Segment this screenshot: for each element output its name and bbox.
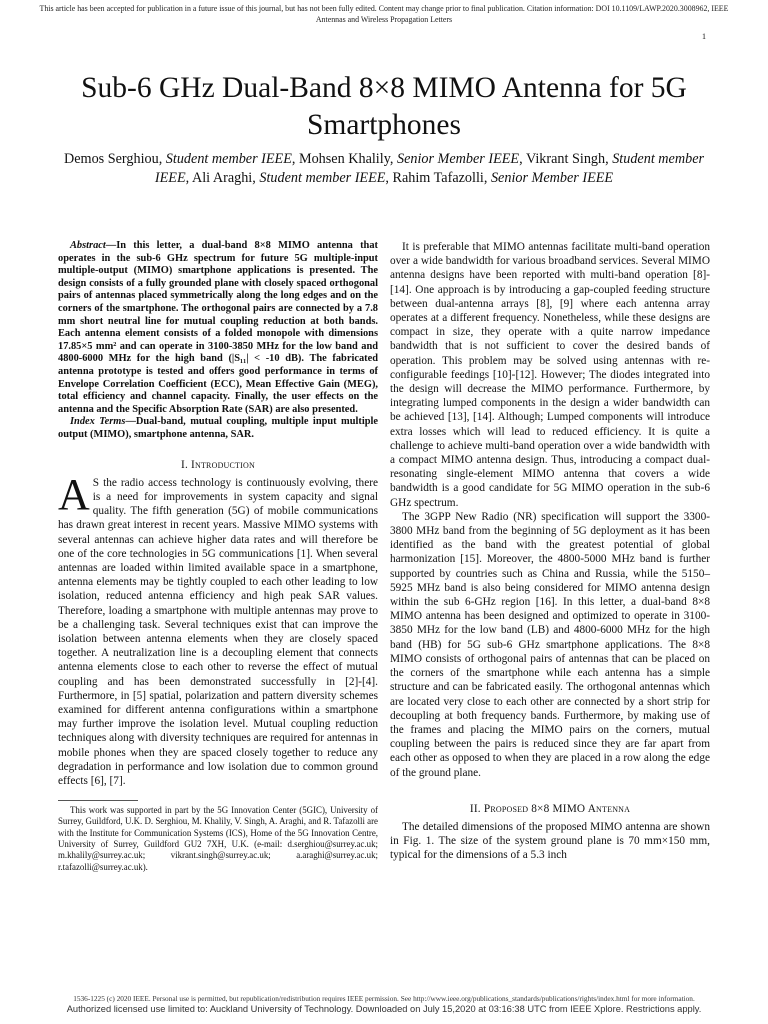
author-affiliation: Student member IEEE — [165, 151, 292, 167]
author-list: Demos Serghiou, Student member IEEE, Mohsen Khalily, Senior Member IEEE, Vikrant Singh, Student member IEEE, Ali Araghi, Student member IEEE, Rahim Tafazolli, Senior Member IEEE — [63, 151, 705, 186]
paper-title: Sub-6 GHz Dual-Band 8×8 MIMO Antenna for 5G Smartphones — [81, 72, 687, 141]
section-heading-proposed-antenna: II. Proposed 8×8 MIMO Antenna — [469, 802, 631, 815]
journal-notice-line1: This article has been accepted for publication in a future issue of this journal, but has not been fully edited. Content may change prior to final publication. Citation information: DOI 10.1109/LAWP.2020.3008962, IEEE — [39, 4, 729, 13]
drop-cap: A — [58, 469, 90, 519]
license-notice: Authorized licensed use limited to: Auckland University of Technology. Downloaded on July 15,2020 at 03:16:38 UTC from IEEE Xplore. Restrictions apply. — [66, 1004, 702, 1014]
intro-text: S the radio access technology is continuously evolving, there is a need for improvements in system capacity and signal quality. The fifth generation (5G) of mobile communications has drawn great interest in recent years. Massive MIMO systems with several antennas can achieve higher data rates and will therefore be one of the core technologies in 5G communications [1]. When several antennas are loaded within limited available space in a smartphone, antenna elements may be tightly coupled to each other leading to low isolation, reduced antenna efficiency and high peak SAR values. Therefore, loading a smartphone with multiple antennas may prove to be a challenging task. Several techniques exist that can improve the isolation between antenna elements when they are closely spaced together. A neutralization line is a decoupling element that connects antenna elements close to each other to reverse the effect of mutual coupling and has been demonstrated successfully in [2]-[4]. Furthermore, in [5] spatial, polarization and pattern diversity schemes examined for different antenna configurations within a smartphone may further improve the isolation level. Mutual coupling reduction techniques along with diversity techniques are required for antennas in mobile phones when they are spaced closely together to reduce any degradation in performance and low isolation due to common ground effects [6], [7]. — [58, 476, 378, 787]
journal-notice-line2: Antennas and Wireless Propagation Letters — [315, 15, 453, 24]
author-affiliation: Student member IEEE — [154, 151, 705, 186]
footnote-divider — [58, 800, 138, 801]
author-name: Ali Araghi — [191, 170, 253, 186]
funding-footnote: This work was supported in part by the 5G Innovation Center (5GIC), University of Surrey, Guildford, U.K. D. Serghiou, M. Khalily, V. Singh, A. Araghi, and R. Tafazolli are with the Institute for Communication Systems (ICS), Home of the 5G Innovation Centre, University of Surrey, Guildford GU2 7XH, U.K. (e-mail: d.serghiou@surrey.ac.uk; m.khalily@surrey.ac.uk; vikrant.singh@surrey.ac.uk; a.araghi@surrey.ac.uk; r.tafazolli@surrey.ac.uk). — [58, 805, 378, 872]
journal-notice — [14, 3, 754, 25]
author-affiliation: Senior Member IEEE — [396, 151, 520, 167]
right-column — [390, 240, 710, 863]
author-name: Rahim Tafazolli — [392, 170, 484, 186]
index-terms — [58, 416, 378, 441]
author-name: Demos Serghiou — [63, 151, 159, 167]
abstract-label: Abstract — [70, 240, 106, 251]
body-paragraph: It is preferable that MIMO antennas facilitate multi-band operation over a wide bandwidth for various broadband services. Several MIMO antenna designs have been reported with multi-band operation [8]-[14]. One approach is by introducing a gap-coupled feeding structure between dual-antenna arrays [8], [9] where each antenna array operates at a different frequency. Nonetheless, while these designs are compact in size, they operate with a quite narrow impedance bandwidth that is not sufficient to cover the desired bands of operation. This problem may be solved using antennas with re-configurable feedings [10]-[12]. However; The diodes integrated into the design will decrease the MIMO performance. Furthermore, by integrating lumped components in the design a wider bandwidth can be achieved [13], [14]. Although; Lumped components will introduce extra losses which will lead to reduced efficiency. It is quite a challenge to achieve multi-band operation over a wide bandwidth with a compact MIMO antenna design. Thus, introducing a compact dual-resonating single-element MIMO antenna that covers a wide bandwidth is a good candidate for 5G MIMO operation in the sub-6 GHz spectrum. — [390, 241, 710, 509]
index-terms-label: Index Terms — [70, 416, 126, 428]
section-heading-introduction: I. Introduction — [181, 458, 255, 471]
author-affiliation: Student member IEEE — [259, 170, 386, 186]
page-number: 1 — [702, 32, 706, 41]
copyright-notice: 1536-1225 (c) 2020 IEEE. Personal use is permitted, but republication/redistribution requires IEEE permission. See http://www.ieee.org/publications_standards/publications/rights/index.html for more information. — [73, 994, 695, 1003]
abstract — [58, 240, 378, 416]
index-terms-text: —Dual-band, mutual coupling, multiple input multiple output (MIMO), smartphone antenna, SAR. — [58, 416, 378, 440]
body-paragraph: The 3GPP New Radio (NR) specification will support the 3300-3800 MHz band from the beginning of 5G deployment as it has been identified as the band with the greatest potential of global harmonization [15]. Moreover, the 4800-5000 MHz band is further supported by countries such as China and Russia, while the 5150–5925 MHz band is also being considered for MIMO antenna design within the sub 6-GHz region [16]. In this letter, a dual-band 8×8 MIMO antenna has been designed and optimized to operate in 3100-3850 MHz for the low band (LB) and 4800-6000 MHz for the high band (HB) for 5G sub-6 GHz smartphone applications. The 8×8 MIMO consists of orthogonal pairs of antennas that can be placed on the corners of the smartphone while each antenna has a simple structure and can be fabricated easily. The orthogonal antennas which are located very close to each other are connected by a short strip for decoupling at both frequency bands. Furthermore, by making use of the frames and placing the MIMO pairs on the corners, mutual coupling between the pairs is reduced since they are far apart from each other as opposed to when they are placed in a row along the edge of the ground plane. — [390, 510, 710, 779]
author-name: Vikrant Singh — [525, 151, 606, 167]
left-column — [58, 240, 378, 873]
author-name: Mohsen Khalily — [298, 151, 390, 167]
author-affiliation: Senior Member IEEE — [490, 170, 614, 186]
intro-paragraph — [58, 469, 378, 788]
body-paragraph: The detailed dimensions of the proposed MIMO antenna are shown in Fig. 1. The size of the system ground plane is 70 mm×150 mm, typical for the dimensions of a 5.3 inch — [390, 820, 710, 862]
abstract-text: —In this letter, a dual-band 8×8 MIMO antenna that operates in the sub-6 GHz spectrum for future 5G multiple-input multiple-output (MIMO) smartphone applications is presented. The design consists of a fully grounded plane with closely spaced orthogonal pairs of antennas placed symmetrically along the long edges and on the corners of the smartphone. The orthogonal pairs are connected by a 7.8 mm short neutral line for mutual coupling reduction at both bands. Each antenna element consists of a folded monopole with dimensions 17.85×5 mm² and can operate in 3100-3850 MHz for the low band and 4800-6000 MHz for the high band (|S₁₁| < -10 dB). The fabricated antenna prototype is tested and offers good performance in terms of Envelope Correlation Coefficient (ECC), Mean Effective Gain (MEG), total efficiency and channel capacity. Finally, the user effects on the antenna and the Specific Absorption Rate (SAR) are also presented. — [58, 240, 378, 415]
